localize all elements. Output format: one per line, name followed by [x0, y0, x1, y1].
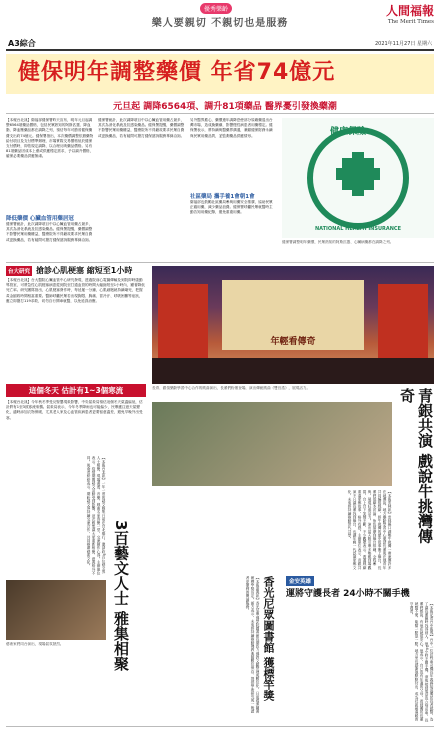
nhi-logo-photo — [282, 118, 434, 238]
article-8-heading: 運將守護長者 24小時不關手機 — [286, 589, 410, 599]
masthead — [0, 0, 440, 48]
header-badge: 優秀樂齡 — [200, 3, 232, 14]
main-photo — [152, 266, 434, 384]
article-1-body-more: 健保署統計，此次調降項目中以心臟血管用藥占最多，其次為消化系統及抗感染藥品。健保署提醒，藥價調整不影響民眾用藥權益，醫療院所不得藉故要求民眾自費或更換藥品，若有疑問可撥打健保諮詢服務專線洽詢。 — [6, 222, 93, 242]
issue-date: 2021年11月27日 星期六 — [374, 41, 432, 47]
article-5-heading: 青銀共演 戲說牛挑灣傳奇 — [398, 388, 434, 544]
article-1-body-col2: 健保署統計，此次調降項目中以心臟血管用藥占最多，其次為消化系統及抗感染藥品。健保署提醒，藥價調整不影響民眾用藥權益，醫療院所不得藉故要求民眾自費或更換藥品，若有疑問可撥打健保諮詢服務專線洽詢。 — [98, 118, 185, 138]
article-2-body: 另外醫界擔心，藥價連年調降恐使部分原廠藥退出台灣市場，造成換藥潮，影響慢性病患者用藥穩定。健保署表示，將持續與醫藥界溝通，兼顧健保財務永續與民眾用藥品質，並監測藥品供應情形。 — [190, 118, 273, 138]
article-6-body: 【本報台北訊】一年一度的藝文雅集日前在台北舉行，邀請約3百位藝文界人士相聚，現場書畫、音樂、戲曲名家齊聚一堂，交流創作心得。主辦單位表示，疫情期間藝文活動受到影響，這次雅集讓大家重新相聚，意義格外不同。與會者紛紛表示，期盼藝文界持續交流合作，共同推廣藝術文化。 — [87, 456, 106, 575]
footer-rule — [6, 726, 434, 727]
headline-main: 健保明年調整藥價 年省74億元 — [18, 60, 336, 85]
article-3-heading: 搶診心肌梗塞 縮短至1小時 — [36, 266, 133, 275]
nhi-caption: 健保署調整明年藥價，民眾熟知的阿斯匹靈、心臟病藥都在調降之列。 — [282, 240, 394, 244]
logo-cn: 人間福報 — [385, 4, 434, 18]
rule-1 — [6, 262, 434, 263]
article-2-subheading: 社區藥局 攜手養1會朝1會 — [190, 194, 255, 200]
logo-en: The Merit Times — [387, 19, 434, 25]
article-2-body2: 衛福部也鼓勵社區藥局參與用藥安全推廣，協助民眾正確用藥，減少藥品浪費。健保署呼籲民眾就醫時主動告知用藥紀錄，避免重複用藥。 — [190, 200, 273, 215]
article-4-body: 【本報台北訊】今年秋冬季受反聖嬰現象影響，中央氣象局預估這個冬天氣溫偏低，估計將有1至3波寒流來襲。氣象局表示，今年冬季降雨也可能偏少，民眾應注意天氣變化，適時添加衣物保暖，尤其老人家及心血管疾病患者更要留意溫差，避免早晚外出受寒。 — [6, 400, 143, 420]
photo-group-1 — [152, 402, 392, 486]
page-label: A3綜合 — [8, 39, 36, 48]
article-7-body: 【本報嘉義訊】香光尼眾佛學院圖書館長期致力佛教文獻整理與數位化，日前獲頒圖書館標竿獎肯定。館方表示，未來將持續推動佛教典籍數位保存，提供學術研究與一般讀者更便利的閱讀服務。 — [246, 576, 260, 713]
article-8-tag: 金安英雄 — [286, 576, 314, 586]
article-6-photo — [6, 580, 106, 640]
article-7-heading: 香光尼眾圖書館 獲標竿獎 — [262, 576, 275, 701]
nhi-logo-en: NATIONAL HEALTH INSURANCE — [314, 226, 402, 232]
article-4-heading: 這個冬天 估計有1~3個寒流 — [6, 384, 146, 397]
stage-right — [378, 284, 428, 364]
article-1-subheading: 降低藥價 心臟血管用藥居冠 — [6, 216, 74, 222]
article-5-body: 【本報雲林訊】雲林縣口湖鄉牛挑灣一帶流傳許多在地傳說，地方樂齡學習中心邀請長輩與在地青年共同編排戲劇，將牛挑灣的歷史故事搬上舞台。長輩們從劇本討論、角色揣摩到舞台排練，全程參與，展現旺盛活力。演出當天吸引眾多鄉親到場觀賞，台上台下笑聲不斷，不少觀眾表示，透過戲劇重溫家鄉故事，格外有感。主辦單位表示，青銀共演不只讓長輩找到舞台，也讓年輕一代認識家鄉文化，未來將持續推動世代共學。 — [348, 490, 392, 570]
main-photo-caption: 長青、銀領樂齡學習中心合作的戲曲演出，長輩們粉墨登場，演出傳統戲曲《雙官誥》，展現活力。 — [152, 386, 311, 390]
header-rule — [6, 49, 434, 51]
stage-left — [158, 284, 208, 364]
article-1-body: 【本報台北訊】衛福部健保署昨天宣布，明年元旦起調整6564項藥品價格，包括民眾熟知的阿斯匹靈、降血脂、降血壓藥品都在調降之列，預估每年可節省健保藥費支出約74億元。健保署指出，本次藥價調整依據藥物給付項目及支付標準辦理，市場實際交易價格低於健保支付價時，即依規定調降，以合理反映藥品價格。另有81項藥品因成本上漲或供應穩定需求，予以調升價格，確保必要藥品供應無虞。 — [6, 118, 94, 159]
article-3-body: 【本報台北訊】台大醫院心臟血管中心研究發現，透過院前心電圖傳輸及到院即時啟動導管室，可將急性心肌梗塞病患從到院至打通血管的時間大幅縮短至1小時內，顯著降低死亡率。研究團隊指出，心肌梗塞發作時，每延遲一分鐘，心肌細胞就持續壞死，把握黃金搶救時間相當重要。醫師呼籲民眾若出現胸悶、胸痛、冒冷汗、呼吸困難等症狀，應立即撥打119求救，切勿自行開車就醫，以免延誤治療。 — [6, 278, 145, 303]
headline-sub: 元旦起 調降6564項、調升81項藥品 醫界憂引發換藥潮 — [113, 102, 337, 112]
article-8-body: 【本報記者台中報導】台中一位計程車司機長年義務接送獨居長者就醫，為了讓長輩隨時找得到人，他24小時不關手機，深夜接到電話也立刻出車。長輩們都說，有他在就很安心。他表示，自己也有年邁的父母，看到獨居長輩就醫不便，能幫一點是一點。地方里長感謝他默默付出，成為社區最溫暖的守護者。 — [410, 602, 434, 722]
stage-banner: 年輕看傳奇 — [270, 337, 316, 347]
header-slogan: 樂人要親切 不親切也是服務 — [151, 18, 289, 29]
nhi-logo-cn: 健康保險 — [330, 127, 367, 137]
article-3-tag: 台大研究 — [6, 266, 32, 276]
article-6-heading: 3百藝文人士 雅集相聚 — [112, 520, 130, 671]
article-6-caption: 藝術家們同台演出，現場氣氛熱烈。 — [6, 642, 64, 646]
headline-rule — [6, 113, 434, 114]
logo — [364, 2, 434, 25]
audience — [152, 358, 434, 384]
